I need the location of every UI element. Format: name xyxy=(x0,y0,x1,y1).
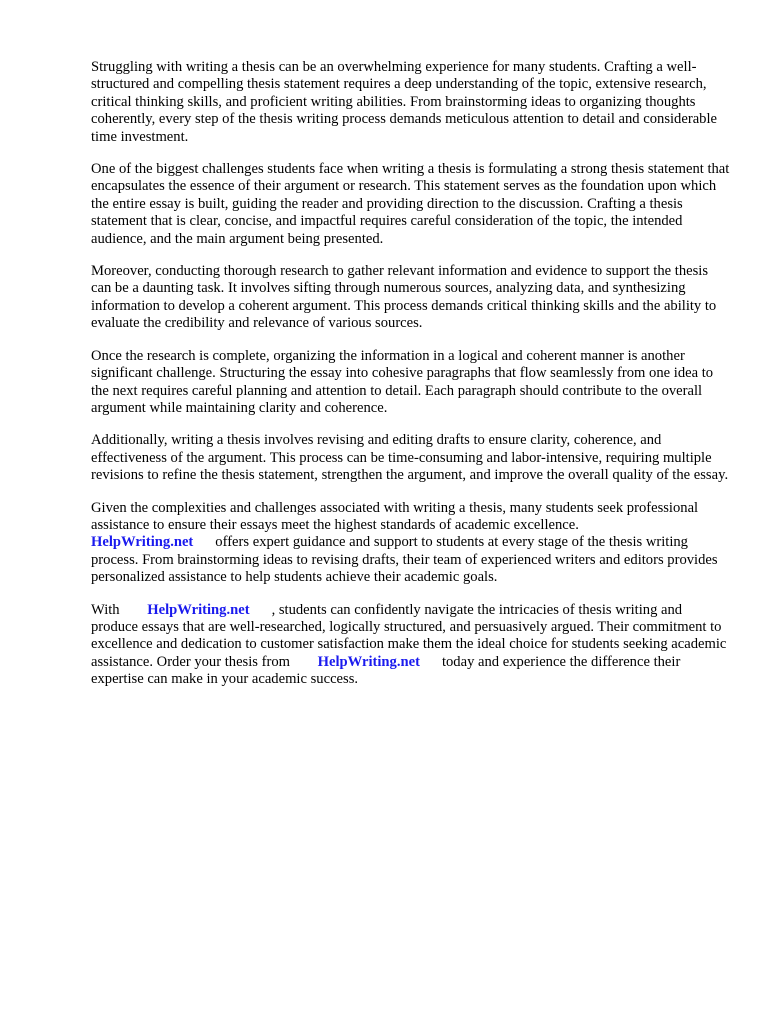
helpwriting-link[interactable]: HelpWriting.net xyxy=(91,534,194,551)
helpwriting-link[interactable]: HelpWriting.net xyxy=(147,601,250,618)
paragraph-6-intro: Given the complexities and challenges associated with writing a thesis, many students seek professional assistance to ensure their essays meet the highest standards of academic excellence. xyxy=(91,499,699,533)
document-page xyxy=(91,59,731,704)
paragraph-3: Moreover, conducting thorough research to gather relevant information and evidence to support the thesis can be a daunting task. It involves sifting through numerous sources, analyzing data, and synthesizing information to develop a coherent argument. This process demands critical thinking skills and the ability to evaluate the credibility and relevance of various sources. xyxy=(91,263,717,332)
paragraph-1: Struggling with writing a thesis can be an overwhelming experience for many students. Crafting a well-structured and compelling thesis statement requires a deep understanding of the topic, extensive research, critical thinking skills, and proficient writing abilities. From brainstorming ideas to organizing thoughts coherently, every step of the thesis writing process demands meticulous attention to detail and considerable time investment. xyxy=(91,59,717,145)
paragraph-7 xyxy=(91,602,731,689)
paragraph-7-start: With xyxy=(91,601,120,618)
paragraph-5: Additionally, writing a thesis involves revising and editing drafts to ensure clarity, coherence, and effectiveness of the argument. This process can be time-consuming and labor-intensive, requiring multiple revisions to refine the thesis statement, strengthen the argument, and improve the overall quality of the essay. xyxy=(91,432,729,484)
helpwriting-link[interactable]: HelpWriting.net xyxy=(317,653,420,670)
paragraph-2: One of the biggest challenges students face when writing a thesis is formulating a strong thesis statement that encapsulates the essence of their argument or research. This statement serves as the foundation upon which the entire essay is built, guiding the reader and providing direction to the discussion. Crafting a thesis statement that is clear, concise, and impactful requires careful consideration of the topic, the intended audience, and the main argument being presented. xyxy=(91,161,730,247)
paragraph-6-rest: offers expert guidance and support to students at every stage of the thesis writing process. From brainstorming ideas to revising drafts, their team of experienced writers and editors provides personalized assistance to help students achieve their academic goals. xyxy=(91,534,718,586)
paragraph-6 xyxy=(91,500,731,587)
paragraph-7-middle: , students can confidently navigate the intricacies of thesis writing and produce essays that are well-researched, logically structured, and persuasively argued. Their commitment to excellence and dedication to customer satisfaction make them the ideal choice for students seeking academic assistance. Order your thesis from xyxy=(91,601,727,670)
paragraph-7-end: today and experience the difference their expertise can make in your academic success. xyxy=(91,653,681,688)
paragraph-4: Once the research is complete, organizing the information in a logical and coherent manner is another significant challenge. Structuring the essay into cohesive paragraphs that flow seamlessly from one idea to the next requires careful planning and attention to detail. Each paragraph should contribute to the overall argument while maintaining clarity and coherence. xyxy=(91,347,714,416)
